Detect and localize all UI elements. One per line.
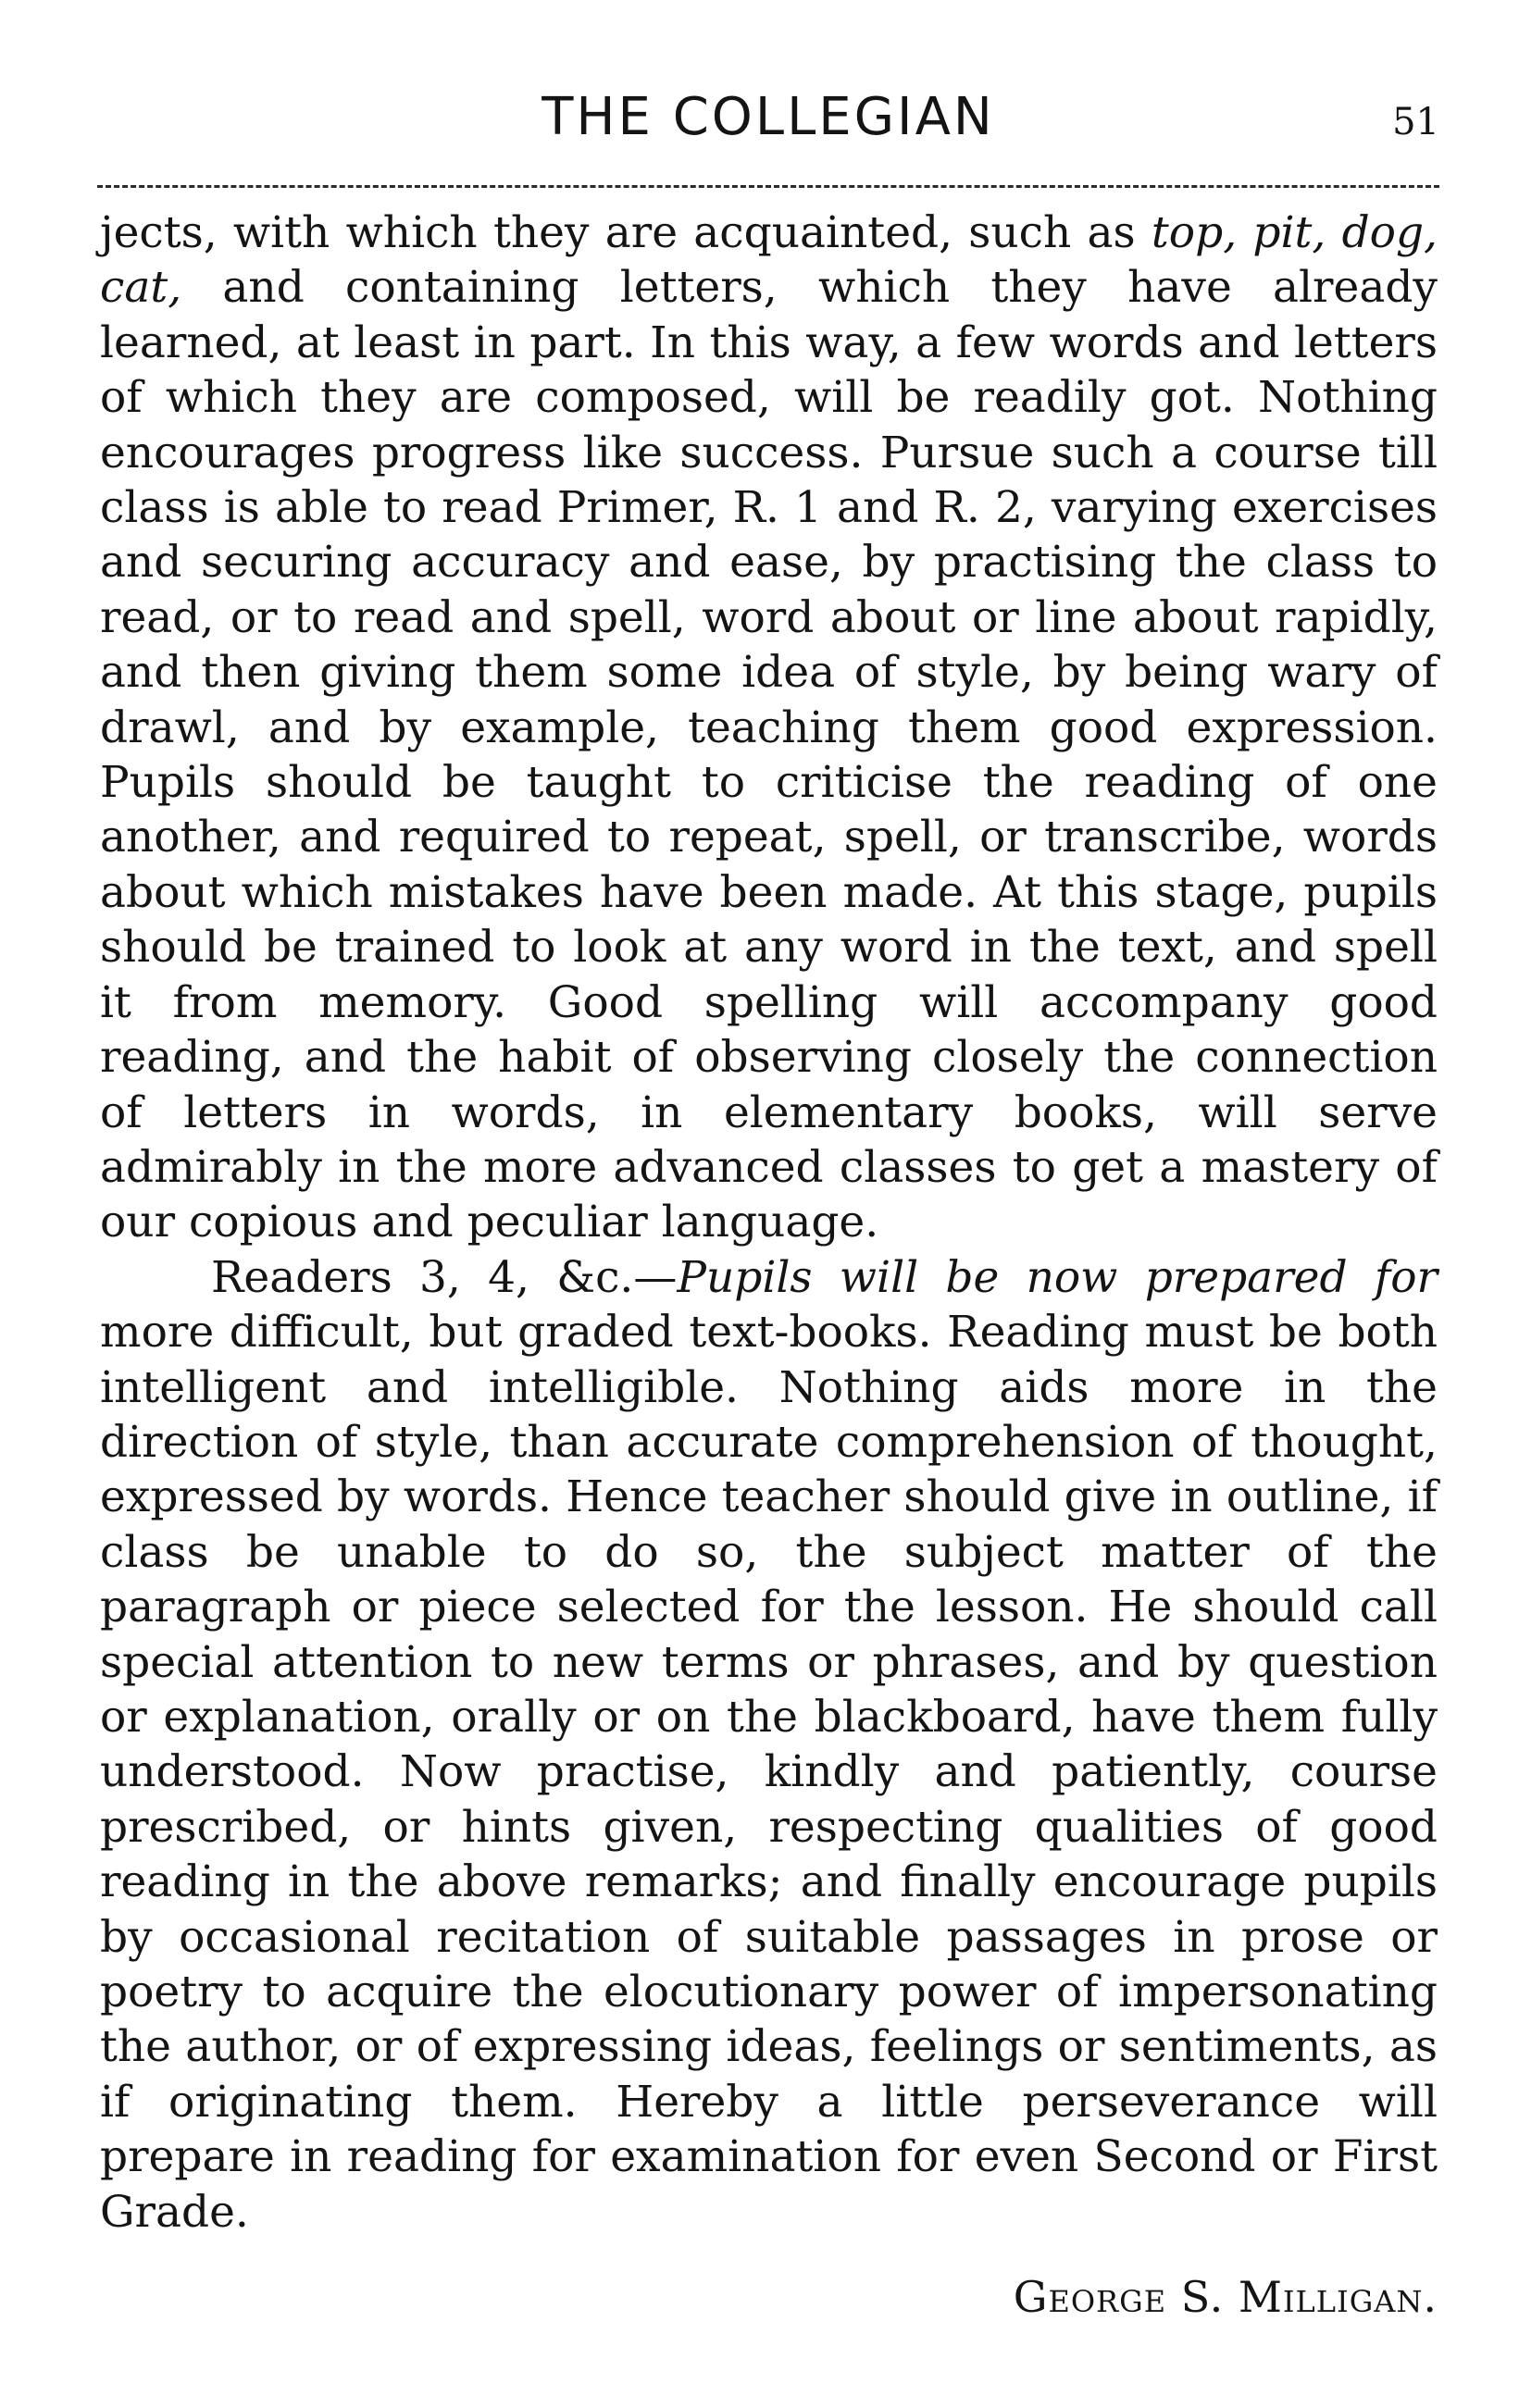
header-rule — [97, 185, 1439, 188]
author-signature: George S. Milligan. — [1013, 2272, 1438, 2322]
paragraph-1-text-2: and containing letters, which they have already learned, at least in part. In this way, a few words and letters of which they are composed, will be readily got. Nothing encourages progress like success. Pursue such a course till class is able to read Primer, R. 1 and R. 2, varying exercises and securing accuracy and ease, by practising the class to read, or to read and spell, word about or line about rapidly, and then giving them some idea of style, by being wary of drawl, and by example, teaching them good expression. Pupils should be taught to criticise the reading of one another, and required to repeat, spell, or transcribe, words about which mistakes have been made. At this stage, pupils should be trained to look at any word in the text, and spell it from memory. Good spelling will accompany good reading, and the habit of observing closely the connection of letters in words, in elementary books, will serve admirably in the more advanced classes to get a mastery of our copious and peculiar language. — [100, 262, 1438, 1248]
paragraph-1-text-1: jects, with which they are acquainted, such as — [100, 207, 1152, 258]
page-number: 51 — [1392, 101, 1439, 143]
paragraph-continued — [100, 205, 1438, 1250]
paragraph-2-text-1: Readers 3, 4, &c.— — [211, 1251, 678, 1303]
paragraph-readers — [100, 1250, 1438, 2240]
body-text — [100, 205, 1438, 2240]
paragraph-1-italic-examples: top, pit, dog, cat, — [100, 207, 1438, 314]
running-head — [97, 85, 1439, 159]
paragraph-2-text-2: more difficult, but graded text-books. Reading must be both intelligent and intelligible. Nothing aids more in the direction of style, than accurate comprehension of thought, expressed by words. Hence teacher should give in outline, if class be unable to do so, the subject matter of the paragraph or piece selected for the lesson. He should call special attention to new terms or phrases, and by question or explanation, orally or on the blackboard, have them fully understood. Now practise, kindly and patiently, course prescribed, or hints given, respecting qualities of good reading in the above remarks; and finally encourage pupils by occasional recitation of suitable passages in prose or poetry to acquire the elocutionary power of impersonating the author, or of expressing ideas, feelings or sentiments, as if originating them. Hereby a little perseverance will prepare in reading for examination for even Second or First Grade. — [100, 1307, 1438, 2238]
paragraph-2-italic-phrase: Pupils will be now prepared for — [677, 1251, 1438, 1303]
running-title: THE COLLEGIAN — [542, 87, 995, 147]
